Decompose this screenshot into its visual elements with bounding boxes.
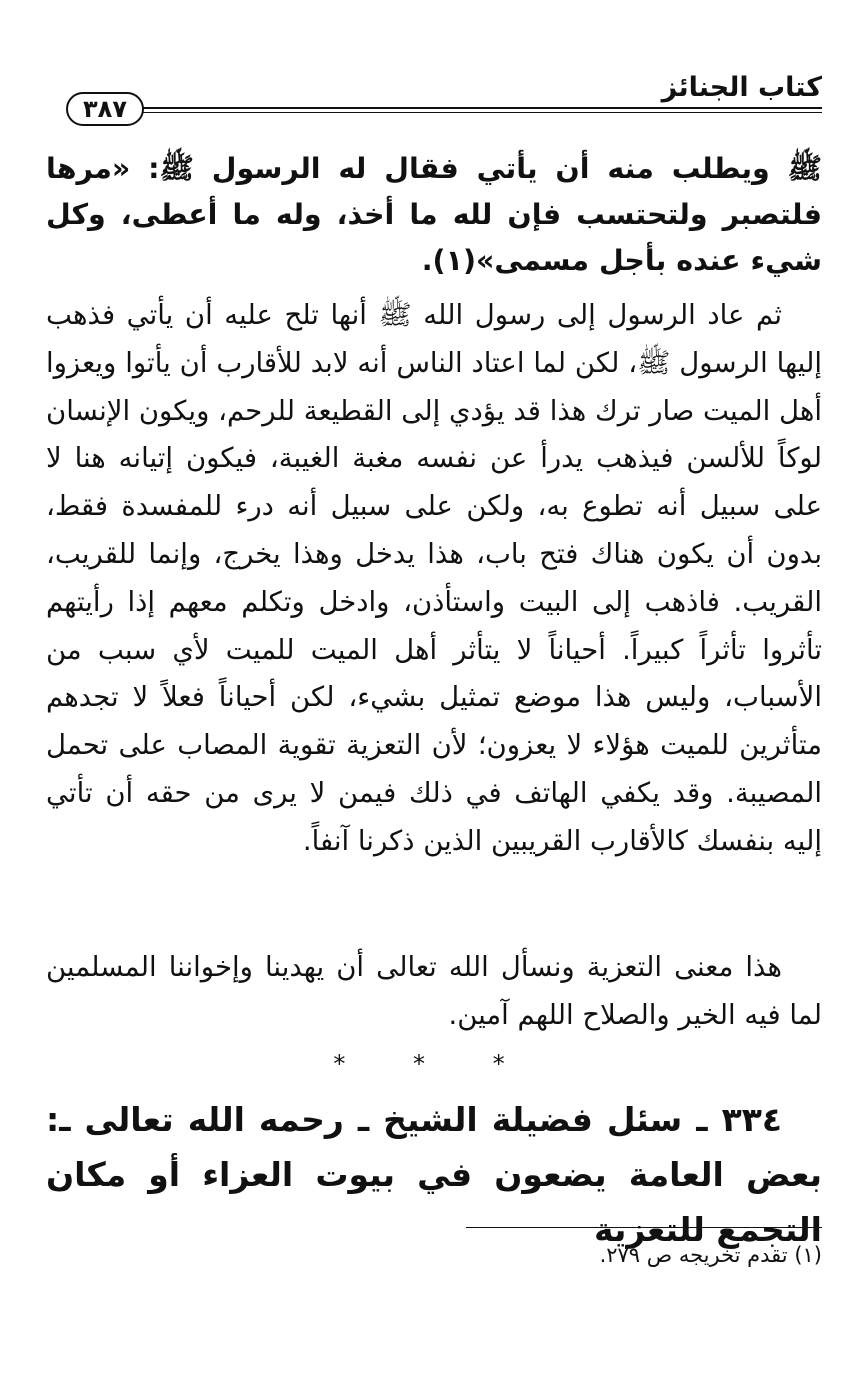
opening-text: ﷺ ويطلب منه أن يأتي فقال له الرسول ﷺ: «مرها فلتصبر ولتحتسب فإن لله ما أخذ، وله ما أعطى، وكل شيء عنده بأجل مسمى»(١). bbox=[46, 152, 822, 277]
running-header bbox=[66, 62, 822, 122]
main-paragraph: ثم عاد الرسول إلى رسول الله ﷺ أنها تلح عليه أن يأتي فذهب إليها الرسول ﷺ، لكن لما اعتاد الناس أنه لابد للأقارب أن يأتوا ويعزوا أهل الميت صار ترك هذا قد يؤدي إلى القطيعة للرحم، ويكون الإنسان لوكاً للألسن فيذهب يدرأ عن نفسه مغبة الغيبة، فيكون إتيانه هنا لا على سبيل أنه تطوع به، ولكن على سبيل أنه درء للمفسدة فقط، بدون أن يكون هناك فتح باب، هذا يدخل وهذا يخرج، وإنما للقريب، القريب. فاذهب إلى البيت واستأذن، وادخل وتكلم معهم إذا رأيتهم تأثروا تأثراً كبيراً. أحياناً لا يتأثر أهل الميت للميت لأي سبب من الأسباب، وليس هذا موضع تمثيل بشيء، لكن أحياناً فعلاً لا تجدهم متأثرين للميت هؤلاء لا يعزون؛ لأن التعزية تقوية المصاب على تحمل المصيبة. وقد يكفي الهاتف في ذلك فيمن لا يرى من حقه أن تأتي إليه بنفسك كالأقارب القريبين الذين ذكرنا آنفاً. bbox=[46, 299, 822, 857]
header-rule bbox=[132, 107, 822, 109]
footnote-rule bbox=[466, 1227, 822, 1228]
footnote: (١) تقدم تخريجه ص ٢٧٩. bbox=[599, 1243, 822, 1267]
book-title: كتاب الجنائز bbox=[661, 72, 822, 103]
section-separator: * * * bbox=[333, 1050, 535, 1078]
closing-paragraph: هذا معنى التعزية ونسأل الله تعالى أن يهدينا وإخواننا المسلمين لما فيه الخير والصلاح اللهم آمين. bbox=[46, 951, 822, 1031]
question-heading: ٣٣٤ ـ سئل فضيلة الشيخ ـ رحمه الله تعالى ـ: بعض العامة يضعون في بيوت العزاء أو مكان التجمع للتعزية bbox=[46, 1100, 822, 1249]
page-number: ٣٨٧ bbox=[66, 92, 144, 126]
header-rule-thin bbox=[132, 112, 822, 113]
